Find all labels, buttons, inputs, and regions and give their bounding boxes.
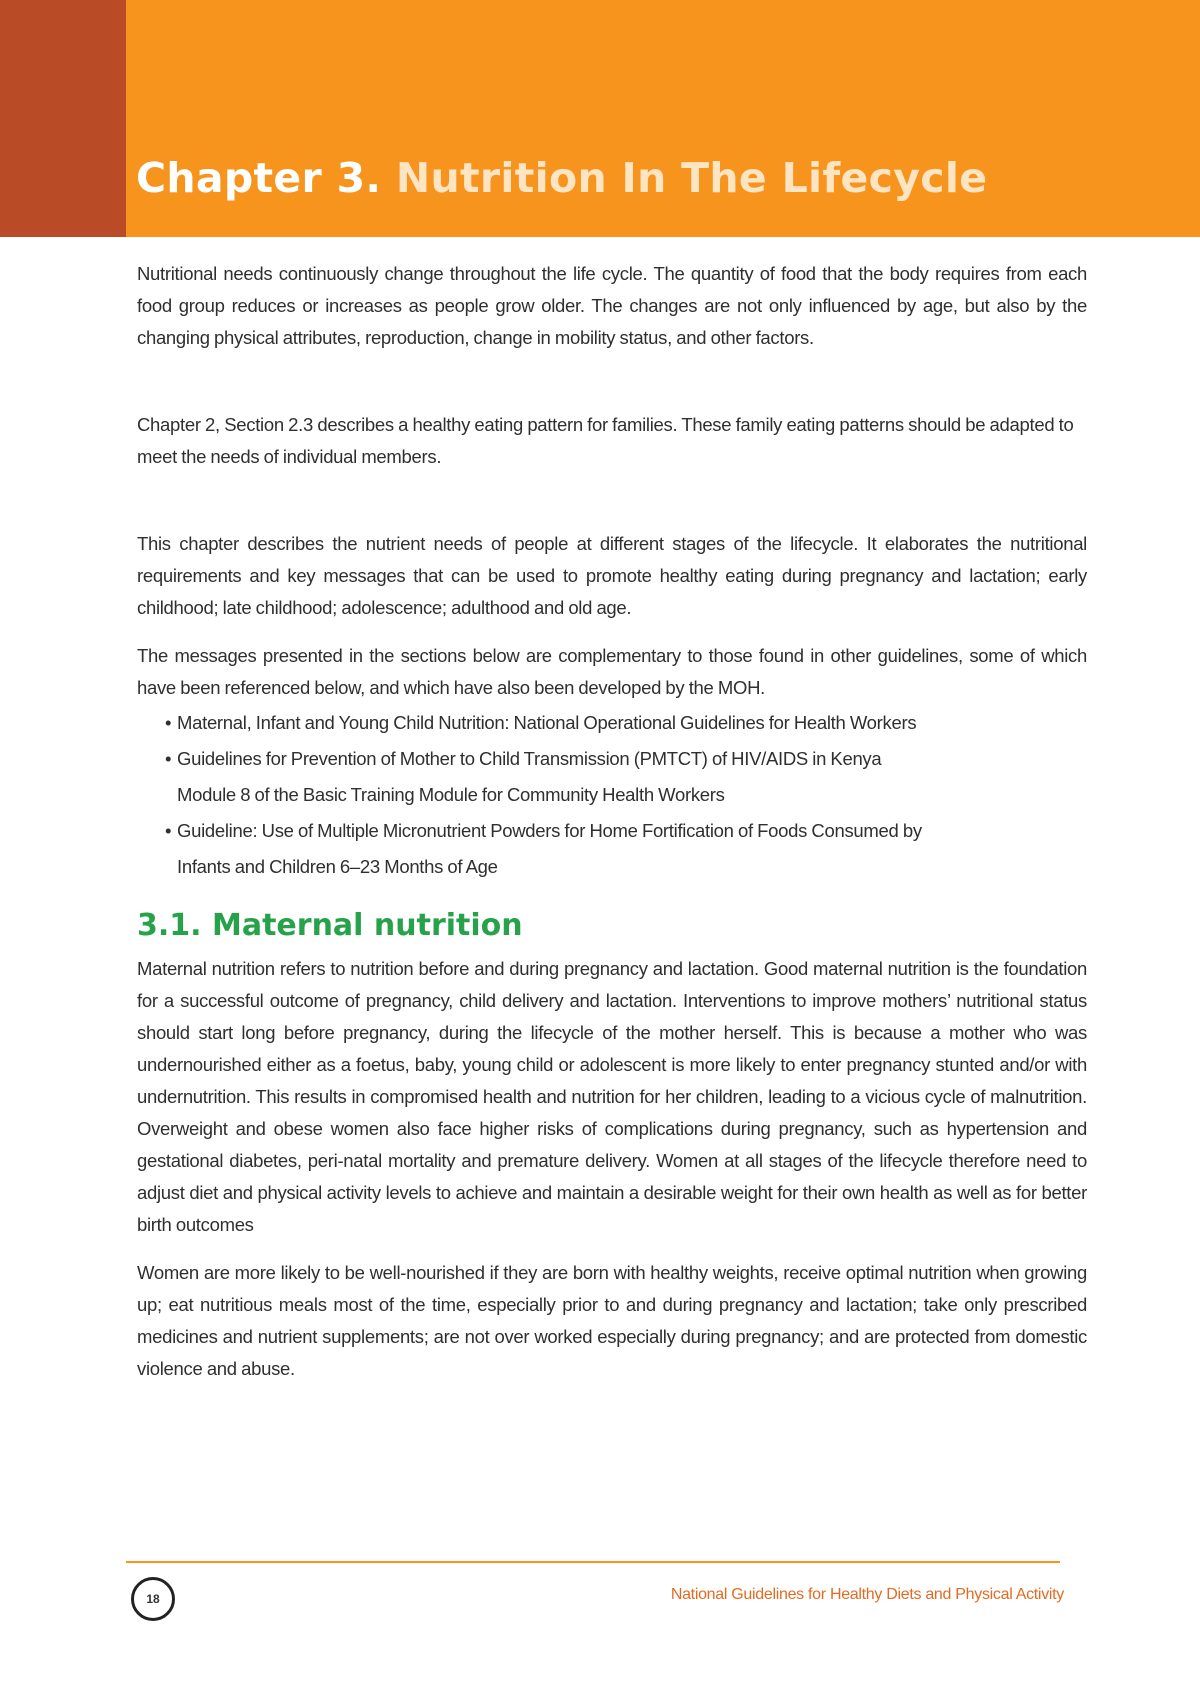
- guideline-title: Guidelines for Prevention of Mother to Child Transmission (PMTCT) of HIV/AIDS in Kenya Module 8 of the Basic Training Module for Community Health Workers: [177, 748, 882, 805]
- bullet-icon: •: [165, 820, 172, 841]
- intro-paragraph: Nutritional needs continuously change throughout the life cycle. The quantity of food that the body requires from each food group reduces or increases as people grow older. The changes are not only influenced by age, but also by the changing physical attributes, reproduction, change in mobility status, and other factors.: [137, 263, 1087, 348]
- chapter2-reference-paragraph: Chapter 2, Section 2.3 describes a healthy eating pattern for families. These family eating patterns should be adapted to meet the needs of individual members.: [137, 414, 1074, 467]
- list-item: [165, 741, 925, 813]
- well-nourished-paragraph: Women are more likely to be well-nourished if they are born with healthy weights, receive optimal nutrition when growing up; eat nutritious meals most of the time, especially prior to and during pregnancy and lactation; take only prescribed medicines and nutrient supplements; are not over worked especially during pregnancy; and are protected from domestic violence and abuse.: [137, 1262, 1087, 1379]
- section-heading-maternal-nutrition: 3.1. Maternal nutrition: [137, 908, 523, 943]
- publication-title: National Guidelines for Healthy Diets and Physical Activity: [670, 1586, 1064, 1603]
- chapter-label: Chapter 3.: [136, 154, 382, 202]
- list-item: [165, 813, 925, 885]
- footer-divider: [126, 1561, 1060, 1563]
- page-number-badge: 18: [131, 1577, 175, 1621]
- guideline-list: [137, 705, 925, 885]
- bullet-icon: •: [165, 712, 172, 733]
- chapter-name: Nutrition In The Lifecycle: [395, 154, 988, 202]
- maternal-nutrition-paragraph: Maternal nutrition refers to nutrition before and during pregnancy and lactation. Good maternal nutrition is the foundation for a successful outcome of pregnancy, child delivery and lactation. Interventions to improve mothers’ nutritional status should start long before pregnancy, during the lifecycle of the mother herself. This is because a mother who was undernourished either as a foetus, baby, young child or adolescent is more likely to enter pregnancy stunted and/or with undernutrition. This results in compromised health and nutrition for her children, leading to a vicious cycle of malnutrition. Overweight and obese women also face higher risks of complications during pregnancy, such as hypertension and gestational diabetes, peri-natal mortality and premature delivery. Women at all stages of the lifecycle therefore need to adjust diet and physical activity levels to achieve and maintain a desirable weight for their own health as well as for better birth outcomes: [137, 958, 1087, 1235]
- guideline-title: Maternal, Infant and Young Child Nutrition: National Operational Guidelines for Health Workers: [177, 712, 917, 733]
- page-body: [137, 258, 1087, 1385]
- chapter-overview-paragraph: This chapter describes the nutrient needs of people at different stages of the lifecycle. It elaborates the nutritional requirements and key messages that can be used to promote healthy eating during pregnancy and lactation; early childhood; late childhood; adolescence; adulthood and old age.: [137, 533, 1087, 618]
- bullet-icon: •: [165, 748, 172, 769]
- chapter-header-tab: [0, 0, 126, 237]
- guideline-title: Guideline: Use of Multiple Micronutrient Powders for Home Fortification of Foods Consumed by Infants and Children 6–23 Months of Age: [177, 820, 922, 877]
- chapter-title: [136, 148, 987, 208]
- complementary-guidelines-paragraph: The messages presented in the sections below are complementary to those found in other guidelines, some of which have been referenced below, and which have also been developed by the MOH.: [137, 645, 1087, 698]
- list-item: [165, 705, 925, 741]
